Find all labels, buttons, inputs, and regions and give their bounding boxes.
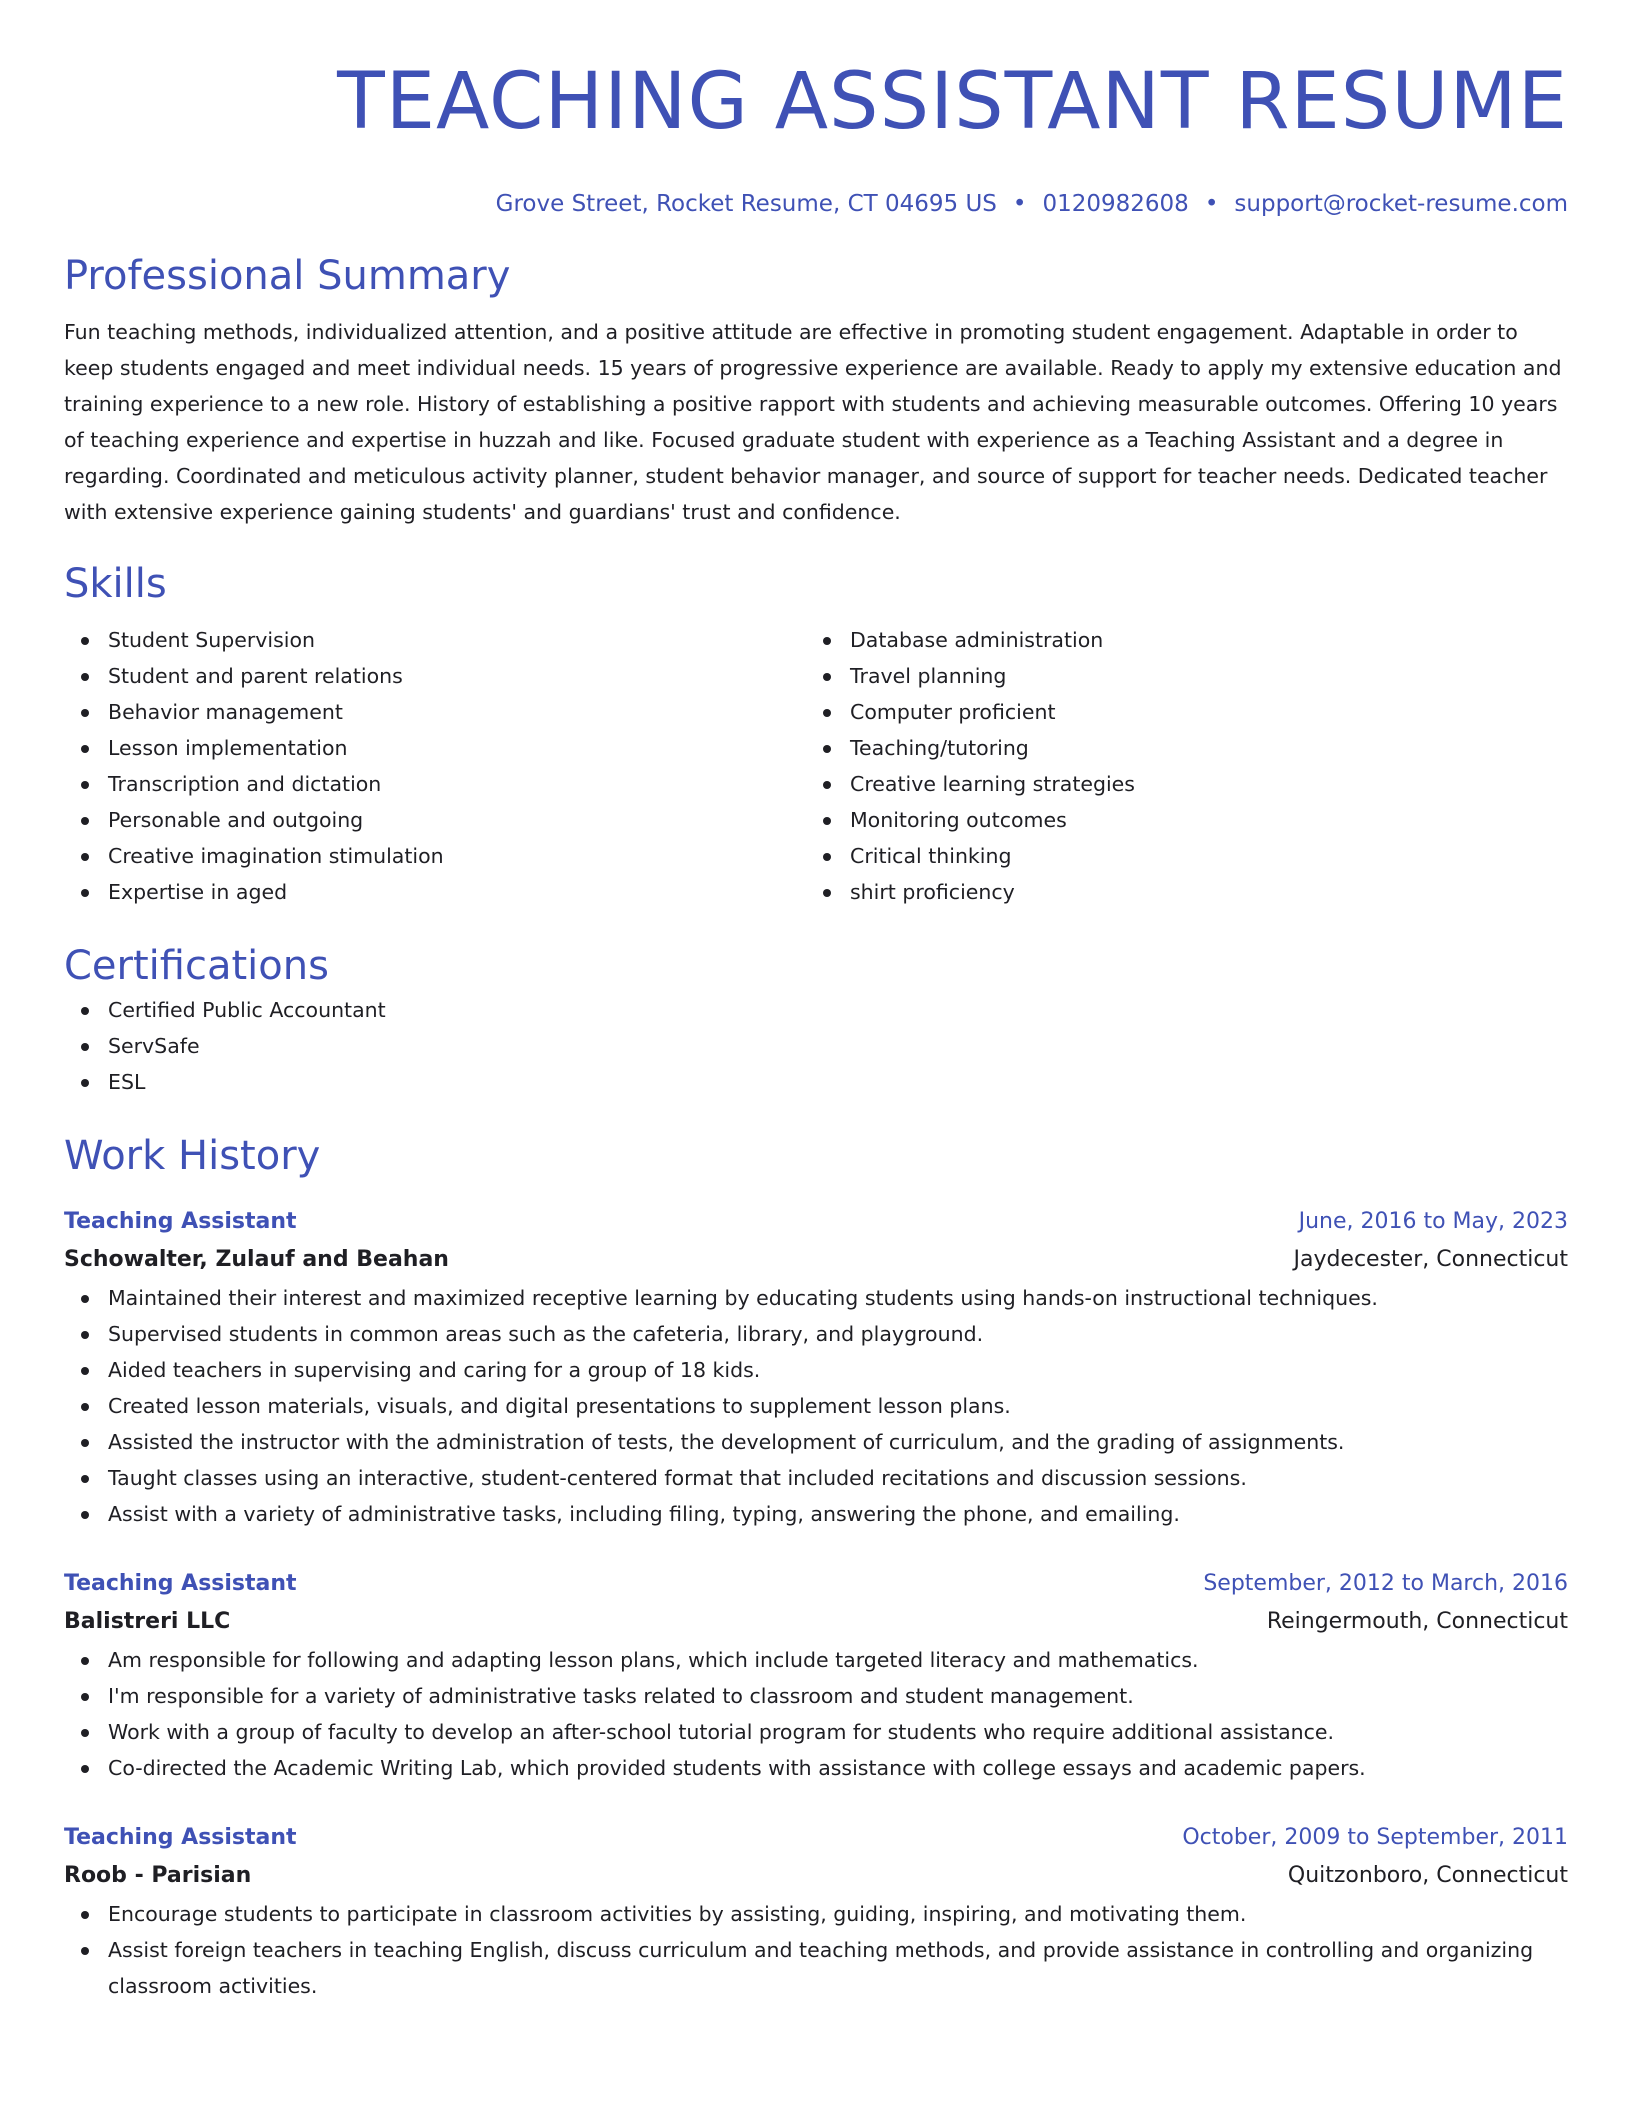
job-bullet: Supervised students in common areas such as the cafeteria, library, and playground. [64,1316,1568,1352]
skill-item: Personable and outgoing [64,802,806,838]
job-header-row [64,1820,1568,1856]
job-bullet: Assisted the instructor with the administration of tests, the development of curriculum, and the grading of assignments. [64,1424,1568,1460]
job-location: Jaydecester, Connecticut [1293,1247,1568,1272]
job-bullet: Assist with a variety of administrative tasks, including filing, typing, answering the phone, and emailing. [64,1496,1568,1532]
skill-item: Student Supervision [64,622,806,658]
certifications-heading: Certifications [64,943,329,989]
certification-item: ServSafe [64,1028,1568,1064]
job-company: Balistreri LLC [64,1609,231,1634]
job-location: Reingermouth, Connecticut [1266,1609,1568,1634]
job-bullet: Created lesson materials, visuals, and digital presentations to supplement lesson plans. [64,1388,1568,1424]
job-entry [64,1820,1568,2004]
work-history-heading: Work History [64,1133,321,1179]
job-dates: June, 2016 to May, 2023 [1298,1209,1568,1234]
summary-heading: Professional Summary [64,253,511,299]
job-title: Teaching Assistant [64,1825,297,1850]
skill-item: Behavior management [64,694,806,730]
job-header-row [64,1204,1568,1240]
job-entry [64,1204,1568,1532]
contact-phone: 0120982608 [1042,191,1189,217]
job-dates: October, 2009 to September, 2011 [1182,1825,1568,1850]
job-entry [64,1566,1568,1786]
resume-page [64,0,1568,2004]
contact-address: Grove Street, Rocket Resume, CT 04695 US [495,191,997,217]
skill-item: Expertise in aged [64,874,806,910]
job-company: Roob - Parisian [64,1863,252,1888]
skill-item: Teaching/tutoring [806,730,1548,766]
contact-line [64,188,1568,220]
job-header-row [64,1566,1568,1602]
professional-summary-section [64,250,1568,530]
skills-section [64,558,1568,910]
skills-list-right [806,622,1548,910]
resume-title: TEACHING ASSISTANT RESUME [337,57,1568,147]
job-bullet: Taught classes using an interactive, student-centered format that included recitations and discussion sessions. [64,1460,1568,1496]
job-company-row [64,1602,1568,1642]
contact-email: support@rocket-resume.com [1234,191,1568,217]
skill-item: Lesson implementation [64,730,806,766]
skills-column-left [64,622,806,910]
skill-item: Monitoring outcomes [806,802,1548,838]
skill-item: Student and parent relations [64,658,806,694]
job-bullets [64,1280,1568,1532]
job-dates: September, 2012 to March, 2016 [1203,1571,1568,1596]
job-bullet: Aided teachers in supervising and caring for a group of 18 kids. [64,1352,1568,1388]
job-title: Teaching Assistant [64,1209,297,1234]
job-bullet: Encourage students to participate in classroom activities by assisting, guiding, inspiring, and motivating them. [64,1896,1568,1932]
skill-item: Critical thinking [806,838,1548,874]
job-title: Teaching Assistant [64,1571,297,1596]
job-bullet: Work with a group of faculty to develop an after-school tutorial program for students who require additional assistance. [64,1714,1568,1750]
summary-text: Fun teaching methods, individualized attention, and a positive attitude are effective in promoting student engagement. Adaptable in order to keep students engaged and meet individual needs. 15 years of progressive experience are available. Ready to apply my extensive education and training experience to a new role. History of establishing a positive rapport with students and achieving measurable outcomes. Offering 10 years of teaching experience and expertise in huzzah and like. Focused graduate student with experience as a Teaching Assistant and a degree in regarding. Coordinated and meticulous activity planner, student behavior manager, and source of support for teacher needs. Dedicated teacher with extensive experience gaining students' and guardians' trust and confidence. [64,320,1562,524]
skill-item: Creative imagination stimulation [64,838,806,874]
certification-item: Certified Public Accountant [64,992,1568,1028]
certification-item: ESL [64,1064,1568,1100]
job-company-row [64,1240,1568,1280]
job-bullet: Co-directed the Academic Writing Lab, which provided students with assistance with college essays and academic papers. [64,1750,1568,1786]
skills-grid [64,622,1568,910]
skill-item: Creative learning strategies [806,766,1548,802]
job-location: Quitzonboro, Connecticut [1287,1863,1568,1888]
contact-separator: • [1204,191,1219,217]
job-bullet: Maintained their interest and maximized receptive learning by educating students using hands-on instructional techniques. [64,1280,1568,1316]
job-company-row [64,1856,1568,1896]
skill-item: Computer proficient [806,694,1548,730]
skill-item: shirt proficiency [806,874,1548,910]
job-bullet: Assist foreign teachers in teaching English, discuss curriculum and teaching methods, and provide assistance in controlling and organizing classroom activities. [64,1932,1568,2004]
job-bullets [64,1642,1568,1786]
contact-separator: • [1012,191,1027,217]
certifications-section [64,940,1568,1100]
job-bullet: I'm responsible for a variety of administrative tasks related to classroom and student management. [64,1678,1568,1714]
certifications-list [64,992,1568,1100]
job-bullets [64,1896,1568,2004]
skills-heading: Skills [64,561,167,607]
job-bullet: Am responsible for following and adapting lesson plans, which include targeted literacy and mathematics. [64,1642,1568,1678]
job-company: Schowalter, Zulauf and Beahan [64,1247,449,1272]
work-history-section [64,1130,1568,2004]
skill-item: Travel planning [806,658,1548,694]
skills-column-right [806,622,1548,910]
skill-item: Database administration [806,622,1548,658]
skill-item: Transcription and dictation [64,766,806,802]
skills-list-left [64,622,806,910]
